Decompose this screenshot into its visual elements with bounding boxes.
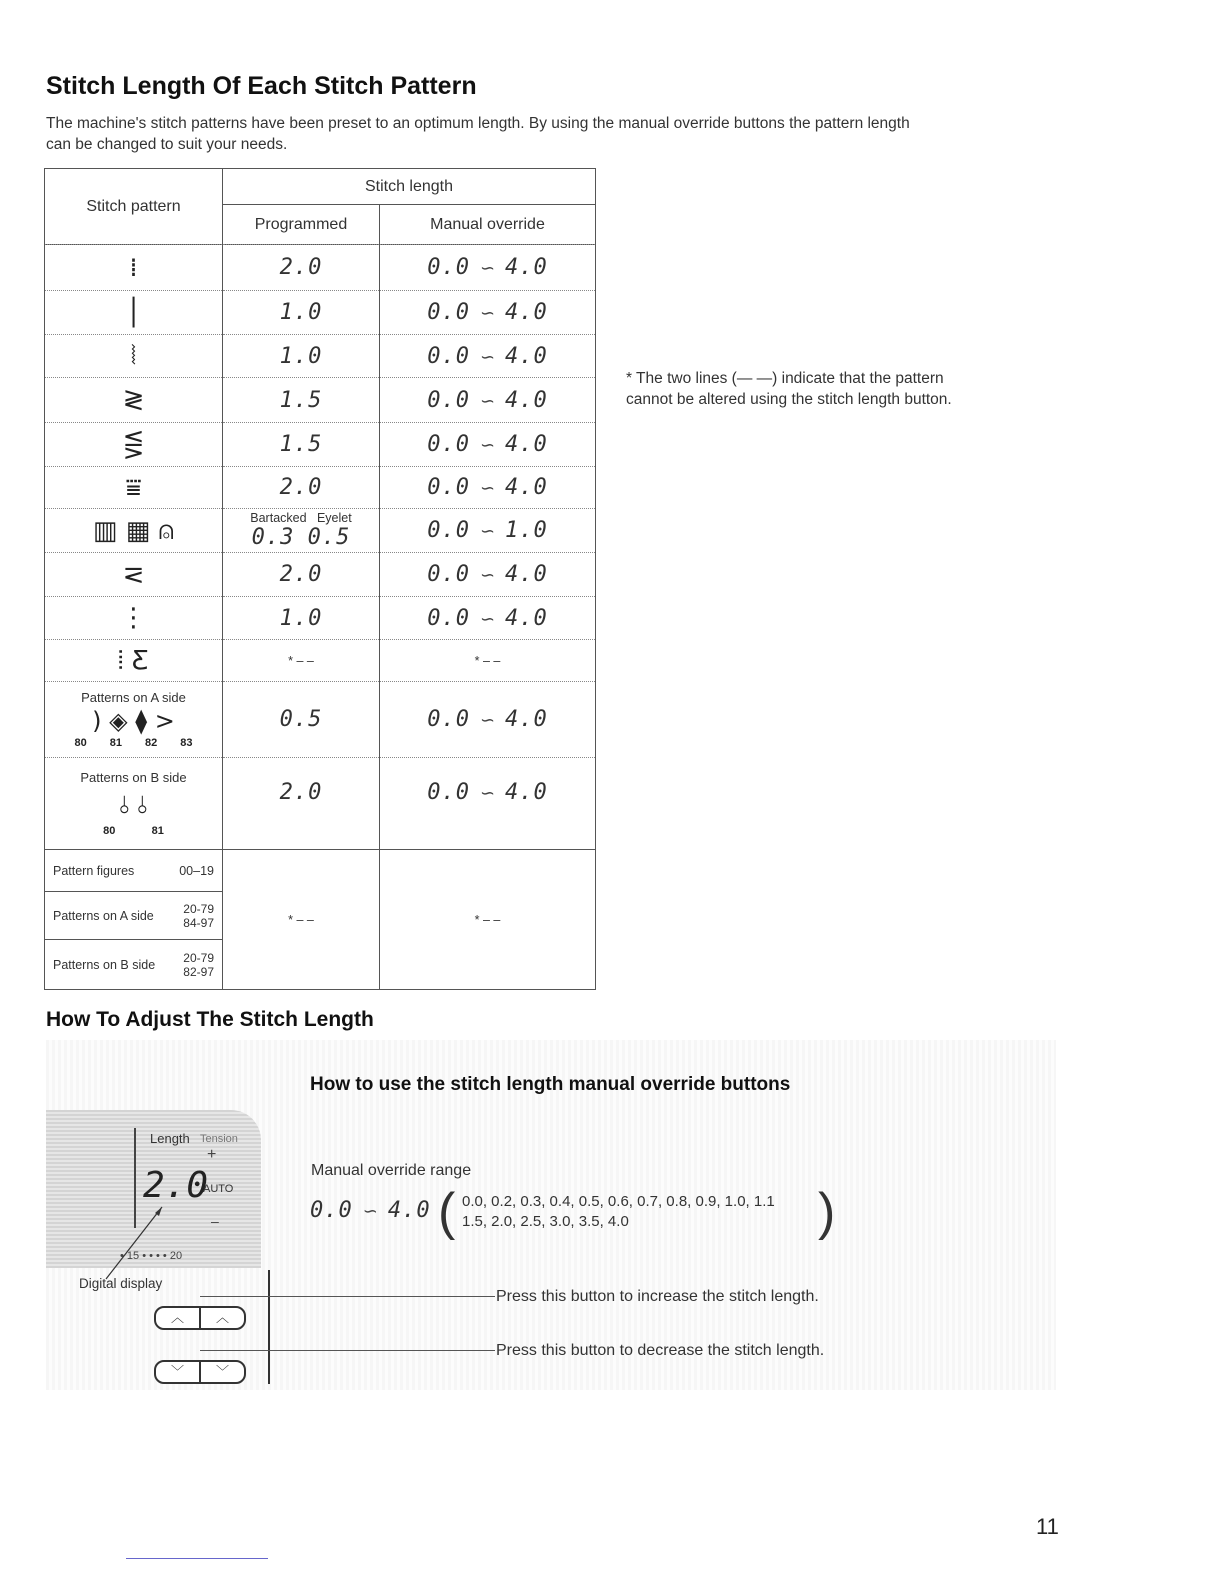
range-tilde: ∽ [479, 521, 496, 541]
b-side-range: 82-97 [183, 964, 214, 979]
stitch-pattern-icon: ⋚ [122, 429, 145, 460]
manual-to: 4.0 [505, 300, 548, 325]
header-programmed: Programmed [223, 205, 380, 245]
table-row [45, 467, 596, 509]
intro-line: can be changed to suit your needs. [46, 136, 288, 153]
programmed-cell [223, 682, 380, 758]
manual-value: * – – [474, 912, 501, 927]
programmed-cell [223, 467, 380, 509]
stitch-pattern-icon: ⦙ Ƹ [117, 645, 150, 676]
programmed-value: 1.5 [279, 387, 323, 413]
range-tilde: ∽ [479, 435, 496, 455]
pattern-number: 82 [145, 737, 158, 749]
programmed-cell [223, 335, 380, 378]
eyelet-label: Eyelet [316, 511, 352, 525]
stitch-pattern-cell [45, 553, 223, 597]
b-side-cell [45, 758, 223, 850]
manual-from: 0.0 [427, 475, 470, 500]
digital-display-label: Digital display [79, 1276, 163, 1291]
manual-from: 0.0 [427, 780, 470, 805]
manual-cell [380, 509, 596, 553]
increase-callout: Press this button to increase the stitch length. [496, 1288, 819, 1305]
b-side-figures-cell [45, 940, 223, 990]
range-label: Manual override range [311, 1162, 472, 1179]
manual-to: 4.0 [505, 387, 548, 413]
manual-from: 0.0 [427, 707, 470, 732]
b-side-label: Patterns on B side [80, 770, 187, 785]
programmed-cell [223, 640, 380, 682]
chevron-down-icon: ﹀ [170, 1364, 184, 1379]
manual-cell [380, 467, 596, 509]
stitch-pattern-cell [45, 423, 223, 467]
decrease-leader-line [200, 1350, 495, 1351]
lcd-auto: AUTO [203, 1183, 234, 1195]
adjust-heading: How To Adjust The Stitch Length [46, 1008, 374, 1031]
lcd-length-label: Length [150, 1131, 190, 1146]
stitch-length-table-body [44, 244, 596, 990]
manual-to: 4.0 [505, 562, 548, 587]
a-side-range: 20-79 [183, 901, 214, 916]
pattern-number: 83 [180, 737, 193, 749]
stitch-pattern-icon: ⁞ [129, 252, 138, 283]
manual-cell [380, 640, 596, 682]
manual-cell [380, 597, 596, 640]
stitch-pattern-icon: ⋜ [122, 559, 145, 590]
stitch-pattern-icon: ⋮ [120, 603, 147, 633]
header-stitch-length: Stitch length [223, 169, 596, 205]
manual-from: 0.0 [427, 300, 470, 325]
page-number: 11 [1036, 1514, 1059, 1539]
programmed-value: 2.0 [279, 780, 323, 805]
manual-from: 0.0 [427, 387, 470, 413]
programmed-value: 2.0 [279, 562, 323, 587]
a-side-range: 84-97 [183, 915, 214, 930]
pattern-figures-cell [45, 850, 223, 892]
pattern-figures-label: Pattern figures [53, 863, 135, 878]
howto-heading: How to use the stitch length manual override buttons [310, 1074, 791, 1095]
a-side-label: Patterns on A side [81, 690, 186, 705]
manual-to: 4.0 [505, 780, 548, 805]
programmed-value: 2.0 [279, 255, 323, 280]
manual-cell [380, 553, 596, 597]
manual-cell [380, 758, 596, 850]
programmed-value: 1.5 [279, 432, 323, 457]
range-tilde: ∽ [479, 565, 496, 585]
range-to: 4.0 [387, 1198, 431, 1223]
table-row [45, 245, 596, 291]
chevron-up-icon: ︿ [199, 1308, 244, 1328]
manual-from: 0.0 [427, 432, 470, 457]
a-side-figures-label: Patterns on A side [53, 908, 154, 923]
programmed-value: 1.0 [279, 343, 323, 369]
figures-row [45, 850, 596, 892]
programmed-cell [223, 597, 380, 640]
b-side-row [45, 758, 596, 850]
lcd-value: 2.0 [143, 1165, 209, 1206]
header-stitch-pattern: Stitch pattern [45, 169, 223, 245]
range-from: 0.0 [310, 1198, 353, 1223]
table-row [45, 640, 596, 682]
manual-cell [380, 378, 596, 423]
range-steps-line: 1.5, 2.0, 2.5, 3.0, 3.5, 4.0 [462, 1213, 629, 1230]
note-text: * The two lines (— —) indicate that the pattern cannot be altered using the stitch length button. [626, 370, 952, 408]
increase-length-button[interactable] [154, 1306, 246, 1330]
stitch-pattern-icon: ≷ [122, 385, 145, 415]
page-title: Stitch Length Of Each Stitch Pattern [46, 72, 477, 100]
table-row [45, 597, 596, 640]
lcd-scale: • 15 • • • • 20 [120, 1250, 183, 1262]
manual-to: 4.0 [505, 475, 548, 500]
a-side-cell [45, 682, 223, 758]
range-steps-line: 0.0, 0.2, 0.3, 0.4, 0.5, 0.6, 0.7, 0.8, 0.9, 1.0, 1.1 [462, 1193, 775, 1210]
left-paren: ( [438, 1183, 456, 1241]
stitch-pattern-cell [45, 378, 223, 423]
manual-cell [380, 291, 596, 335]
programmed-cell [223, 245, 380, 291]
stitch-pattern-cell [45, 640, 223, 682]
lcd-tension-label: Tension [200, 1133, 238, 1145]
stitch-pattern-icon: ⩸ [125, 472, 142, 503]
programmed-cell [223, 850, 380, 990]
range-steps [462, 1192, 775, 1232]
manual-value: * – – [474, 653, 501, 668]
b-side-figures-label: Patterns on B side [53, 957, 156, 972]
range-tilde: ∽ [479, 710, 496, 730]
stitch-pattern-cell [45, 467, 223, 509]
pattern-number: 80 [74, 737, 87, 749]
range-tilde: ∽ [362, 1201, 378, 1221]
manual-cell [380, 245, 596, 291]
lcd-plus-icon: + [207, 1146, 217, 1163]
footer-rule [126, 1558, 268, 1559]
pattern-number: 80 [103, 825, 116, 837]
decrease-callout: Press this button to decrease the stitch length. [496, 1342, 825, 1359]
a-side-figures-cell [45, 892, 223, 940]
range-tilde: ∽ [479, 478, 496, 498]
increase-leader-line [200, 1296, 495, 1297]
range-tilde: ∽ [479, 303, 496, 323]
manual-from: 0.0 [427, 562, 470, 587]
table-row [45, 553, 596, 597]
bartacked-value: 0.3 [251, 525, 295, 550]
stitch-pattern-cell [45, 245, 223, 291]
right-paren: ) [818, 1183, 836, 1241]
range-display [310, 1198, 431, 1223]
programmed-cell [223, 423, 380, 467]
manual-from: 0.0 [427, 605, 470, 631]
manual-cell [380, 850, 596, 990]
lcd-minus-icon: – [211, 1213, 219, 1229]
programmed-cell [223, 509, 380, 553]
programmed-cell [223, 291, 380, 335]
header-manual-override: Manual override [380, 205, 596, 245]
programmed-value: 0.5 [279, 707, 323, 732]
stitch-length-table [44, 168, 596, 245]
programmed-value: * – – [288, 912, 314, 927]
manual-from: 0.0 [427, 518, 470, 543]
manual-cell [380, 335, 596, 378]
programmed-value: 2.0 [279, 475, 323, 500]
intro-text [46, 113, 1046, 155]
manual-to: 4.0 [505, 605, 548, 631]
a-side-row [45, 682, 596, 758]
chevron-down-icon: ﹀ [199, 1362, 244, 1382]
range-tilde: ∽ [479, 346, 496, 367]
programmed-value: 1.0 [279, 300, 323, 325]
programmed-value: * – – [288, 653, 314, 668]
manual-from: 0.0 [427, 255, 470, 280]
pattern-number: 81 [109, 737, 122, 749]
manual-cell [380, 423, 596, 467]
range-tilde: ∽ [479, 608, 496, 629]
stitch-pattern-icon: │ [125, 297, 142, 328]
panel-edge-line [268, 1270, 270, 1384]
manual-to: 4.0 [505, 432, 548, 457]
programmed-cell [223, 378, 380, 423]
stitch-pattern-cell [45, 335, 223, 378]
manual-from: 0.0 [427, 343, 470, 369]
display-pointer-line [100, 1205, 170, 1285]
stitch-pattern-cell [45, 597, 223, 640]
intro-line: The machine's stitch patterns have been preset to an optimum length. By using the manual override buttons the pattern length [46, 115, 910, 132]
stitch-pattern-icon: ▥ ▦ ⍝ [92, 515, 175, 546]
manual-cell [380, 682, 596, 758]
b-side-range: 20-79 [183, 950, 214, 965]
table-row [45, 291, 596, 335]
pattern-number: 81 [151, 825, 164, 837]
chevron-up-icon: ︿ [170, 1310, 184, 1325]
pattern-figures-range: 00–19 [179, 863, 214, 878]
manual-to: 4.0 [505, 707, 548, 732]
stitch-pattern-cell [45, 291, 223, 335]
range-tilde: ∽ [479, 258, 496, 278]
range-tilde: ∽ [479, 783, 496, 803]
eyelet-value: 0.5 [307, 525, 351, 550]
bartacked-label: Bartacked [250, 511, 307, 525]
table-row [45, 335, 596, 378]
manual-to: 1.0 [505, 518, 548, 543]
stitch-pattern-cell [45, 509, 223, 553]
programmed-value: 1.0 [279, 605, 323, 631]
stitch-pattern-icon: ⦚ [130, 341, 137, 371]
range-tilde: ∽ [479, 390, 496, 411]
table-row [45, 378, 596, 423]
a-side-icons: ) ◈ ⧫ > [92, 707, 175, 735]
manual-to: 4.0 [505, 255, 548, 280]
programmed-cell [223, 758, 380, 850]
programmed-cell [223, 553, 380, 597]
table-row [45, 509, 596, 553]
decrease-length-button[interactable] [154, 1360, 246, 1384]
manual-to: 4.0 [505, 343, 548, 369]
b-side-icons: ⫰ ⫰ [119, 791, 148, 819]
table-row [45, 423, 596, 467]
